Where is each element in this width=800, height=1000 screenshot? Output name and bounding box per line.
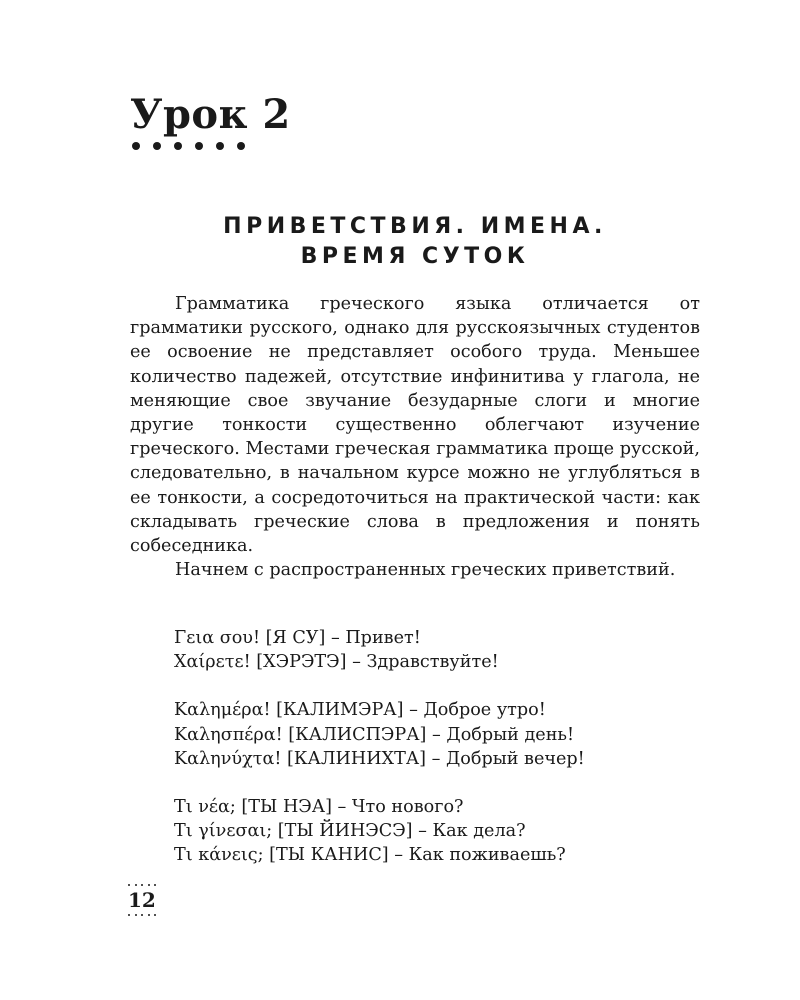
section-title-line-1: ПРИВЕТСТВИЯ. ИМЕНА. [223,214,607,239]
phrase: Τι νέα; [ТЫ НЭА] – Что нового? [174,797,464,818]
page-number: 12 [128,888,156,912]
divider-dot [174,142,182,150]
phrase-group-time-of-day [174,698,585,771]
paragraph: Грамматика греческого языка отличается от грамматики русского, однако для русскоязычных студентов ее освоение не представляет особого труда. Меньшее количество падежей, отсутствие инфинитива у глагола, не меняющие свое звучание безударные слоги и многие другие тонкости существенно облегчают изучение греческого. Местами греческая грамматика проще русской, следовательно, в начальном курсе можно не углубляться в ее тонкости, а сосредоточиться на практической части: как складывать греческие слова в предложения и понять собеседника. [130,294,700,557]
divider-dot [216,142,224,150]
phrase-group-how-are-you [174,795,585,868]
divider-dot [132,142,140,150]
page-number-block [128,884,158,916]
lesson-header [130,92,291,150]
divider-dot [237,142,245,150]
title-dots-divider [130,142,291,150]
phrase: Καλημέρα! [КАЛИМЭРА] – Доброе утро! [174,700,546,721]
page-number-top-dots [128,884,156,886]
divider-dot [195,142,203,150]
phrase-group-hello [174,626,585,674]
phrase-list [174,626,585,892]
section-title-line-2: ВРЕМЯ СУТОК [300,244,530,269]
lesson-title: Урок 2 [130,91,291,138]
phrase: Καληνύχτα! [КАЛИНИХТА] – Добрый вечер! [174,748,585,769]
paragraph: Начнем с распространенных греческих приветствий. [175,560,676,581]
phrase: Καλησπέρα! [КАЛИСПЭРА] – Добрый день! [174,724,575,745]
page-number-bottom-dots [128,914,156,916]
divider-dot [153,142,161,150]
body-text [130,292,700,582]
phrase: Γεια σου! [Я СУ] – Привет! [174,628,421,648]
phrase: Χαίρετε! [ХЭРЭТЭ] – Здравствуйте! [174,652,499,673]
phrase: Τι γίνεσαι; [ТЫ ЙИНЭСЭ] – Как дела? [174,821,526,842]
phrase: Τι κάνεις; [ТЫ КАНИС] – Как поживаешь? [174,845,566,866]
section-title [130,212,700,272]
